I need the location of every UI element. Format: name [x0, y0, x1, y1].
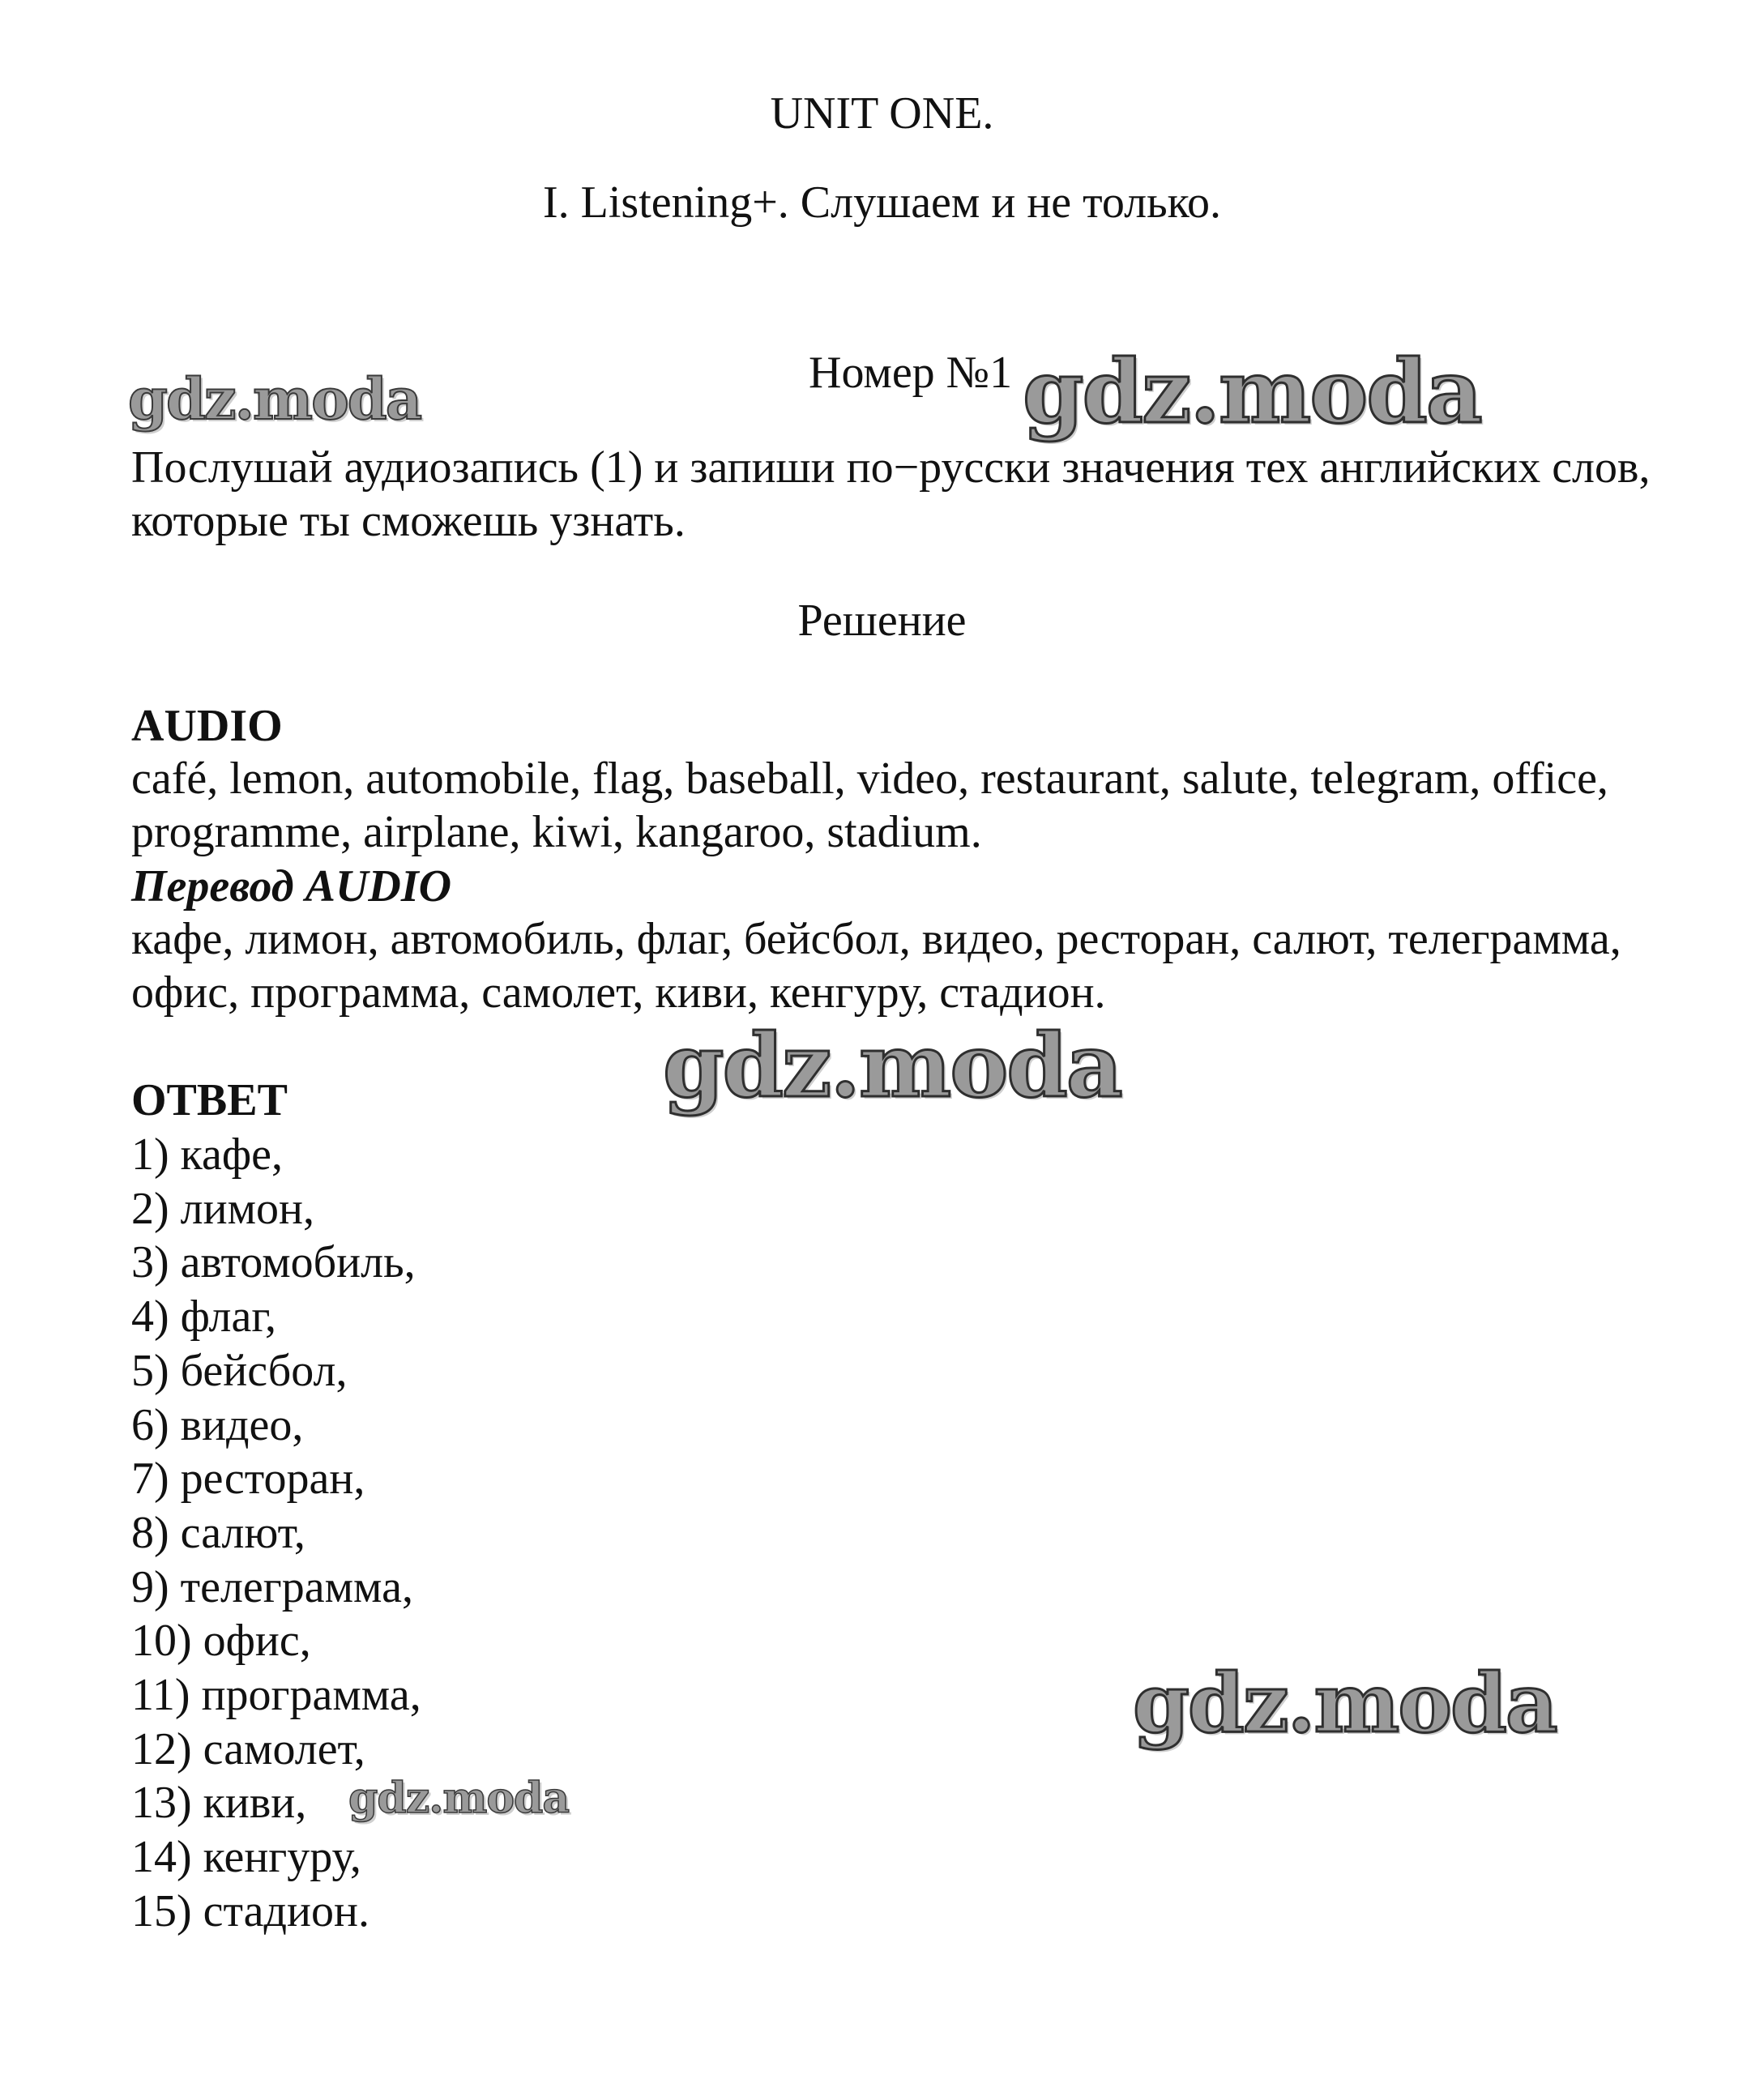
unit-title: UNIT ONE. [770, 88, 994, 139]
watermark: gdz.moda [1023, 341, 1481, 443]
audio-words: café, lemon, automobile, flag, baseball, video, restaurant, salute, telegram, office, programme, airplane, kiwi, kangaroo, stadium. [131, 754, 1608, 857]
solution-label: Решение [797, 596, 967, 646]
answer-item: 8) салют, [131, 1507, 305, 1558]
watermark: gdz.moda [128, 365, 421, 433]
watermark: gdz.moda [663, 1015, 1121, 1117]
task-text: Послушай аудиозапись (1) и запиши по−русски значения тех английских слов, которые ты сможешь узнать. [131, 442, 1651, 546]
answer-item: 9) телеграмма, [131, 1561, 413, 1612]
answer-item: 11) программа, [131, 1670, 421, 1721]
answer-item: 4) флаг, [131, 1291, 276, 1343]
answer-item: 12) самолет, [131, 1723, 365, 1774]
answer-item: 5) бейсбол, [131, 1345, 348, 1396]
watermark: gdz.moda [1133, 1655, 1557, 1751]
answer-item: 6) видео, [131, 1399, 304, 1450]
answer-item: 2) лимон, [131, 1183, 314, 1234]
translation-words: кафе, лимон, автомобиль, флаг, бейсбол, видео, ресторан, салют, телеграмма, офис, программа, самолет, киви, кенгуру, стадион. [131, 914, 1621, 1018]
answer-item: 10) офис, [131, 1616, 311, 1667]
section-title: I. Listening+. Слушаем и не только. [543, 177, 1221, 228]
answer-item: 14) кенгуру, [131, 1832, 361, 1883]
answer-item: 13) киви, [131, 1778, 307, 1829]
task-number: Номер №1 [809, 348, 1013, 398]
answer-item: 15) стадион. [131, 1885, 369, 1936]
translation-heading: Перевод AUDIO [131, 861, 452, 912]
watermark: gdz.moda [348, 1774, 570, 1823]
answer-item: 1) кафе, [131, 1129, 284, 1180]
audio-heading: AUDIO [131, 701, 283, 751]
answer-heading: ОТВЕТ [131, 1075, 288, 1125]
answer-item: 3) автомобиль, [131, 1237, 416, 1288]
answer-item: 7) ресторан, [131, 1454, 365, 1505]
